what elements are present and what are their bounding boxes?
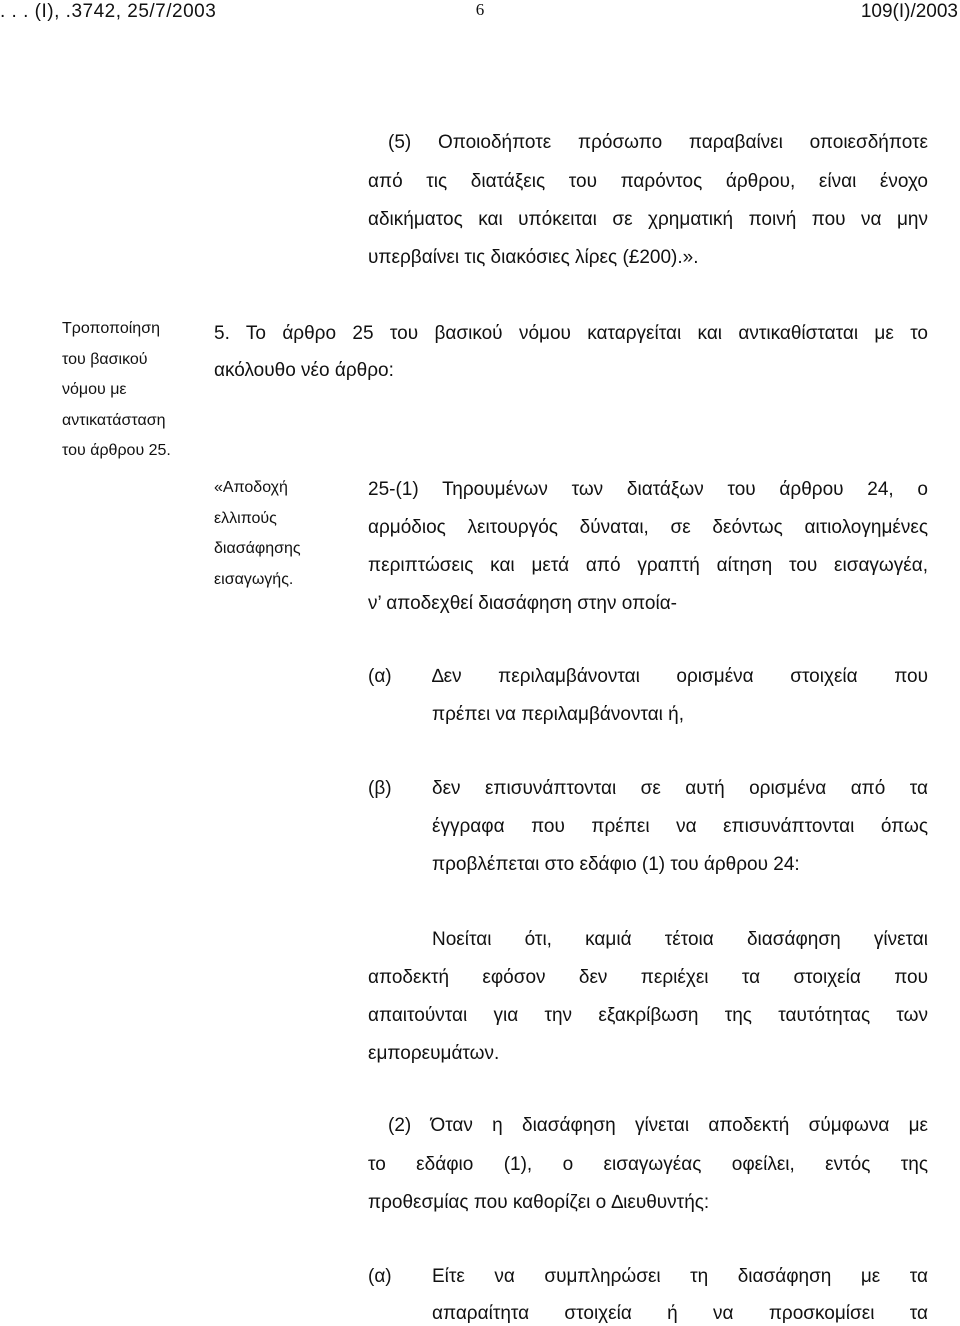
text-line: απαραίτητα στοιχεία ή να προσκομίσει τα — [432, 1303, 928, 1324]
item-label: (α) — [368, 666, 392, 687]
text-line: 25-(1) Τηρουμένων των διατάξων του άρθρου 24, ο — [368, 479, 928, 500]
text-line: αδικήματος και υπόκειται σε χρηματική ποινή που να μην — [368, 209, 928, 230]
text-line: αρμόδιος λειτουργός δύναται, σε δεόντως αιτιολογημένες — [368, 517, 928, 538]
page-number: 6 — [475, 0, 485, 19]
margin-note-acceptance — [214, 477, 344, 599]
text-line: εμπορευμάτων. — [368, 1043, 500, 1064]
text-line: δεν επισυνάπτονται σε αυτή ορισμένα από τα — [432, 778, 928, 799]
header-reference: . . . (Ι), .3742, 25/7/2003 — [0, 1, 217, 22]
margin-note-line: Τροποποίηση — [62, 320, 160, 337]
margin-note-line: ελλιπούς — [214, 509, 277, 527]
text-line: προβλέπεται στο εδάφιο (1) του άρθρου 24: — [432, 854, 800, 875]
margin-note-line: του άρθρου 25. — [62, 442, 171, 459]
margin-note-line: αντικατάσταση — [62, 411, 166, 429]
margin-note-line: «Αποδοχή — [214, 479, 288, 496]
margin-note-line: νόμου με — [62, 381, 127, 398]
text-line: έγγραφα που πρέπει να επισυνάπτονται όπως — [432, 816, 928, 837]
margin-note-line: διασάφησης — [214, 540, 301, 557]
text-line: απαιτούνται για την εξακρίβωση της ταυτότητας των — [368, 1005, 928, 1026]
margin-note-line: εισαγωγής. — [214, 570, 294, 588]
text-line: ∆εν περιλαμβάνονται ορισμένα στοιχεία που — [432, 666, 928, 687]
margin-note-line: του βασικού — [62, 350, 148, 368]
text-line: πρέπει να περιλαμβάνονται ή, — [432, 704, 685, 725]
text-line: ακόλουθο νέο άρθρο: — [214, 360, 394, 381]
text-line: αποδεκτή εφόσον δεν περιέχει τα στοιχεία που — [368, 967, 928, 988]
text-line: από τις διατάξεις του παρόντος άρθρου, είναι ένοχο — [368, 171, 928, 192]
text-line: (5) Οποιοδήποτε πρόσωπο παραβαίνει οποιεσδήποτε — [388, 132, 928, 153]
item-label: (α) — [368, 1266, 392, 1287]
text-line: 5. Το άρθρο 25 του βασικού νόμου καταργείται και αντικαθίσταται με το — [214, 323, 928, 344]
item-label: (β) — [368, 778, 392, 799]
text-line: προθεσμίας που καθορίζει ο ∆ιευθυντής: — [368, 1192, 710, 1213]
text-line: περιπτώσεις και μετά από γραπτή αίτηση του εισαγωγέα, — [368, 555, 928, 576]
margin-note-amendment — [62, 318, 202, 471]
text-line: το εδάφιο (1), ο εισαγωγέας οφείλει, εντός της — [368, 1154, 928, 1175]
law-number: 109(Ι)/2003 — [860, 1, 958, 22]
text-line: ν’ αποδεχθεί διασάφηση στην οποία- — [368, 593, 678, 614]
text-line: (2) Όταν η διασάφηση γίνεται αποδεκτή σύμφωνα με — [388, 1115, 928, 1136]
text-line: Είτε να συμπληρώσει τη διασάφηση με τα — [432, 1266, 928, 1287]
text-line: υπερβαίνει τις διακόσιες λίρες (£200).». — [368, 247, 699, 268]
text-line: Νοείται ότι, καμιά τέτοια διασάφηση γίνεται — [432, 929, 928, 950]
